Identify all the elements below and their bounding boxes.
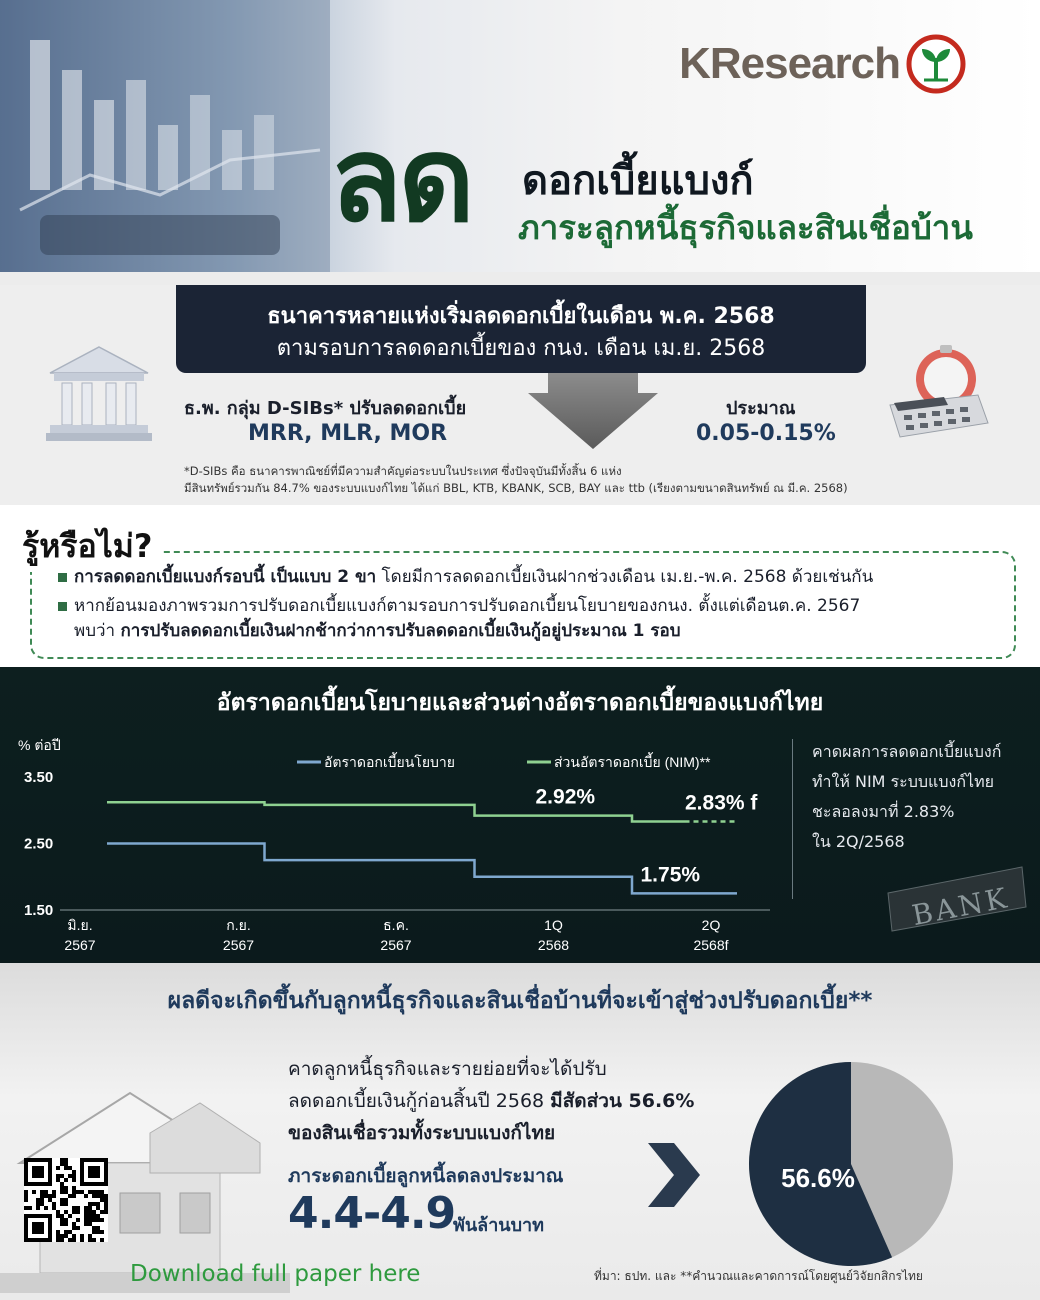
qr-code[interactable] <box>24 1158 108 1242</box>
qr-module <box>80 1238 84 1242</box>
qr-module <box>64 1230 68 1234</box>
qr-finder <box>32 1222 44 1234</box>
qr-module <box>36 1198 40 1202</box>
x-tick-label: 2567 <box>222 937 255 953</box>
qr-module <box>96 1230 100 1234</box>
qr-module <box>68 1230 72 1234</box>
qr-finder <box>32 1166 44 1178</box>
qr-module <box>56 1178 60 1182</box>
qr-module <box>56 1174 60 1178</box>
qr-module <box>64 1218 68 1222</box>
y-axis-label: % ต่อปี <box>18 737 61 753</box>
data-label: 1.75% <box>640 863 701 887</box>
dsib-footnote <box>184 463 848 497</box>
qr-module <box>52 1194 56 1198</box>
footnote-line-2: มีสินทรัพย์รวมกัน 84.7% ของระบบแบงก์ไทย ได้แก่ BBL, KTB, KBANK, SCB, BAY และ ttb (เรียงตามขนาดสินทรัพย์ ณ มี.ค. 2568) <box>184 481 848 495</box>
legend-label: ส่วนอัตราดอกเบี้ย (NIM)** <box>554 754 711 770</box>
side-note-line: ชะลอลงมาที่ 2.83% <box>812 802 955 821</box>
qr-module <box>52 1202 56 1206</box>
item1-bold-text: การลดดอกเบี้ยแบงก์รอบนี้ เป็นแบบ 2 ขา <box>74 567 377 587</box>
qr-module <box>68 1174 72 1178</box>
dsib-rates: MRR, MLR, MOR <box>248 421 448 446</box>
data-label: 2.92% <box>535 785 596 809</box>
qr-module <box>72 1190 76 1194</box>
qr-module <box>72 1170 76 1174</box>
x-tick-label: มิ.ย. <box>67 917 93 933</box>
kresearch-logo <box>679 34 966 94</box>
y-tick-label: 2.50 <box>24 835 54 853</box>
did-you-know-section <box>0 505 1040 667</box>
qr-module <box>68 1166 72 1170</box>
side-note-line: ใน 2Q/2568 <box>812 832 905 851</box>
qr-module <box>76 1206 80 1210</box>
chevron-right-icon <box>648 1143 700 1207</box>
qr-module <box>56 1230 60 1234</box>
qr-module <box>84 1222 88 1226</box>
qr-module <box>68 1194 72 1198</box>
qr-module <box>48 1198 52 1202</box>
qr-module <box>72 1222 76 1226</box>
calculator-icon <box>884 339 994 449</box>
qr-module <box>92 1230 96 1234</box>
qr-module <box>96 1194 100 1198</box>
qr-module <box>88 1238 92 1242</box>
side-divider <box>792 739 793 899</box>
did-you-know-list <box>58 565 1018 648</box>
burden-unit: พันล้านบาท <box>453 1215 545 1236</box>
bank-building-icon <box>44 343 154 443</box>
headline-line-1: ดอกเบี้ยแบงก์ <box>522 158 754 204</box>
qr-module <box>88 1214 92 1218</box>
qr-module <box>92 1226 96 1230</box>
qr-module <box>60 1158 64 1162</box>
qr-module <box>44 1206 48 1210</box>
qr-module <box>24 1194 28 1198</box>
item1-text: โดยมีการลดดอกเบี้ยเงินฝากช่วงเดือน เม.ย.-พ.ค. 2568 ด้วยเช่นกัน <box>376 567 874 587</box>
qr-module <box>72 1206 76 1210</box>
item2-bold-text: การปรับลดดอกเบี้ยเงินฝากช้ากว่าการปรับลดดอกเบี้ยเงินกู้อยู่ประมาณ 1 รอบ <box>120 621 681 641</box>
qr-module <box>88 1218 92 1222</box>
qr-module <box>56 1234 60 1238</box>
benefit-text <box>288 1053 694 1149</box>
qr-module <box>44 1190 48 1194</box>
data-label: 2.83% f <box>685 791 758 815</box>
qr-module <box>72 1194 76 1198</box>
qr-module <box>60 1182 64 1186</box>
qr-module <box>68 1214 72 1218</box>
qr-module <box>60 1162 64 1166</box>
qr-module <box>36 1202 40 1206</box>
qr-module <box>60 1202 64 1206</box>
qr-module <box>100 1194 104 1198</box>
qr-module <box>72 1174 76 1178</box>
qr-module <box>52 1190 56 1194</box>
item2-text-line-1: หากย้อนมองภาพรวมการปรับดอกเบี้ยแบงก์ตามรอบการปรับดอกเบี้ยนโยบายของกนง. ตั้งแต่เดือนต.ค. 2567 <box>74 596 861 616</box>
x-tick-label: 2568f <box>693 937 729 953</box>
brand-name: KResearch <box>679 39 900 88</box>
header-banner <box>0 0 1040 272</box>
qr-module <box>60 1218 64 1222</box>
qr-module <box>60 1234 64 1238</box>
qr-module <box>32 1190 36 1194</box>
x-tick-label: 2567 <box>380 937 412 953</box>
qr-module <box>60 1174 64 1178</box>
headline-big-word: ลด <box>330 110 471 248</box>
policy-rate-nim-chart <box>0 727 790 963</box>
qr-module <box>88 1206 92 1210</box>
qr-module <box>72 1210 76 1214</box>
bank-sign-decoration <box>880 863 1030 933</box>
qr-module <box>24 1198 28 1202</box>
footnote-line-1: *D-SIBs คือ ธนาคารพาณิชย์ที่มีความสำคัญต่อระบบในประเทศ ซึ่งปัจจุบันมีทั้งสิ้น 6 แห่ง <box>184 464 622 478</box>
x-tick-label: ธ.ค. <box>383 917 409 933</box>
qr-module <box>92 1194 96 1198</box>
chart-title: อัตราดอกเบี้ยนโยบายและส่วนต่างอัตราดอกเบี้ยของแบงก์ไทย <box>216 690 824 716</box>
qr-module <box>56 1166 60 1170</box>
qr-module <box>56 1214 60 1218</box>
chart-section <box>0 667 1040 963</box>
x-tick-label: ก.ย. <box>226 917 251 933</box>
qr-module <box>72 1186 76 1190</box>
qr-module <box>64 1190 68 1194</box>
qr-module <box>76 1226 80 1230</box>
qr-module <box>60 1186 64 1190</box>
qr-module <box>64 1222 68 1226</box>
item2-prefix: พบว่า <box>74 621 121 641</box>
qr-module <box>80 1234 84 1238</box>
qr-module <box>64 1162 68 1166</box>
qr-module <box>60 1222 64 1226</box>
qr-module <box>76 1218 80 1222</box>
qr-module <box>72 1238 76 1242</box>
qr-module <box>72 1178 76 1182</box>
qr-module <box>88 1210 92 1214</box>
qr-module <box>100 1190 104 1194</box>
source-note: ที่มา: ธปท. และ **คำนวณและคาดการณ์โดยศูนย์วิจัยกสิกรไทย <box>594 1269 923 1283</box>
qr-module <box>64 1186 68 1190</box>
qr-module <box>104 1202 108 1206</box>
qr-module <box>88 1234 92 1238</box>
download-link[interactable]: Download full paper here <box>130 1261 421 1287</box>
bank-sign-text: BANK <box>909 880 1013 933</box>
list-item <box>58 565 1018 590</box>
qr-module <box>92 1214 96 1218</box>
qr-module <box>40 1190 44 1194</box>
qr-module <box>100 1198 104 1202</box>
qr-module <box>28 1206 32 1210</box>
qr-module <box>84 1214 88 1218</box>
qr-module <box>88 1202 92 1206</box>
x-tick-label: 2568 <box>537 937 570 953</box>
qr-module <box>44 1194 48 1198</box>
kasikorn-leaf-icon <box>906 34 966 94</box>
chart-side-note <box>812 737 1032 857</box>
qr-module <box>92 1202 96 1206</box>
qr-module <box>84 1210 88 1214</box>
x-tick-label: 2567 <box>64 937 96 953</box>
headline-line-2: ภาระลูกหนี้ธุรกิจและสินเชื่อบ้าน <box>518 208 973 247</box>
announcement-line-1: ธนาคารหลายแห่งเริ่มลดดอกเบี้ยในเดือน พ.ค. 2568 <box>267 304 775 329</box>
qr-module <box>68 1238 72 1242</box>
qr-module <box>72 1226 76 1230</box>
qr-module <box>104 1198 108 1202</box>
x-tick-label: 2Q <box>701 917 721 933</box>
qr-module <box>100 1218 104 1222</box>
x-tick-label: 1Q <box>544 917 563 933</box>
qr-module <box>96 1206 100 1210</box>
qr-module <box>36 1206 40 1210</box>
qr-module <box>52 1206 56 1210</box>
qr-module <box>64 1158 68 1162</box>
qr-module <box>40 1202 44 1206</box>
qr-module <box>88 1190 92 1194</box>
qr-module <box>96 1190 100 1194</box>
benefit-line-1: คาดลูกหนี้ธุรกิจและรายย่อยที่จะได้ปรับ <box>288 1058 607 1080</box>
qr-module <box>56 1238 60 1242</box>
benefit-line-3: ของสินเชื่อรวมทั้งระบบแบงก์ไทย <box>288 1122 556 1144</box>
side-note-line: ทำให้ NIM ระบบแบงก์ไทย <box>812 772 994 791</box>
benefit-title: ผลดีจะเกิดขึ้นกับลูกหนี้ธุรกิจและสินเชื่อบ้านที่จะเข้าสู่ช่วงปรับดอกเบี้ย** <box>167 988 873 1014</box>
benefit-section <box>0 963 1040 1300</box>
qr-module <box>88 1222 92 1226</box>
qr-module <box>100 1230 104 1234</box>
qr-module <box>92 1238 96 1242</box>
qr-module <box>64 1178 68 1182</box>
qr-module <box>96 1218 100 1222</box>
qr-module <box>60 1214 64 1218</box>
qr-module <box>56 1210 60 1214</box>
qr-module <box>76 1210 80 1214</box>
loan-share-pie-chart <box>746 1059 956 1269</box>
qr-module <box>100 1238 104 1242</box>
dsib-label: ธ.พ. กลุ่ม D-SIBs* ปรับลดดอกเบี้ย <box>184 398 467 419</box>
legend-label: อัตราดอกเบี้ยนโยบาย <box>324 754 455 770</box>
announcement-box <box>176 285 866 373</box>
qr-module <box>48 1194 52 1198</box>
qr-module <box>40 1198 44 1202</box>
side-note-line: คาดผลการลดดอกเบี้ยแบงก์ <box>812 742 1002 761</box>
qr-module <box>104 1210 108 1214</box>
burden-value: 4.4-4.9 <box>288 1188 456 1239</box>
approx-value: 0.05-0.15% <box>696 421 836 446</box>
rate-cut-section <box>0 285 1040 505</box>
qr-module <box>76 1190 80 1194</box>
y-tick-label: 1.50 <box>24 902 54 919</box>
y-tick-label: 3.50 <box>24 769 54 786</box>
list-item <box>58 594 1018 644</box>
qr-module <box>72 1234 76 1238</box>
qr-module <box>60 1238 64 1242</box>
qr-module <box>104 1194 108 1198</box>
qr-module <box>64 1166 68 1170</box>
bar-graphic-decoration <box>0 0 330 272</box>
qr-module <box>84 1218 88 1222</box>
qr-module <box>60 1190 64 1194</box>
did-you-know-title: รู้หรือไม่? <box>22 521 160 572</box>
qr-module <box>40 1194 44 1198</box>
qr-module <box>24 1206 28 1210</box>
qr-module <box>100 1210 104 1214</box>
qr-module <box>24 1190 28 1194</box>
qr-module <box>84 1194 88 1198</box>
qr-module <box>96 1202 100 1206</box>
qr-module <box>84 1206 88 1210</box>
qr-module <box>96 1214 100 1218</box>
qr-module <box>64 1202 68 1206</box>
qr-module <box>64 1234 68 1238</box>
qr-finder <box>88 1166 100 1178</box>
qr-module <box>80 1190 84 1194</box>
qr-module <box>64 1198 68 1202</box>
qr-module <box>104 1206 108 1210</box>
pie-label: 56.6% <box>781 1163 855 1193</box>
announcement-line-2: ตามรอบการลดดอกเบี้ยของ กนง. เดือน เม.ย. 2568 <box>276 336 766 361</box>
benefit-line-2b: มีสัดส่วน 56.6% <box>550 1090 695 1112</box>
series-line <box>107 802 685 821</box>
qr-module <box>60 1198 64 1202</box>
qr-module <box>96 1226 100 1230</box>
burden-label: ภาระดอกเบี้ยลูกหนี้ลดลงประมาณ <box>288 1165 564 1187</box>
benefit-line-2a: ลดดอกเบี้ยเงินกู้ก่อนสิ้นปี 2568 <box>288 1090 551 1112</box>
qr-module <box>92 1210 96 1214</box>
qr-module <box>64 1210 68 1214</box>
down-arrow-icon <box>528 373 658 449</box>
approx-label: ประมาณ <box>726 398 796 419</box>
qr-module <box>92 1190 96 1194</box>
qr-module <box>92 1218 96 1222</box>
